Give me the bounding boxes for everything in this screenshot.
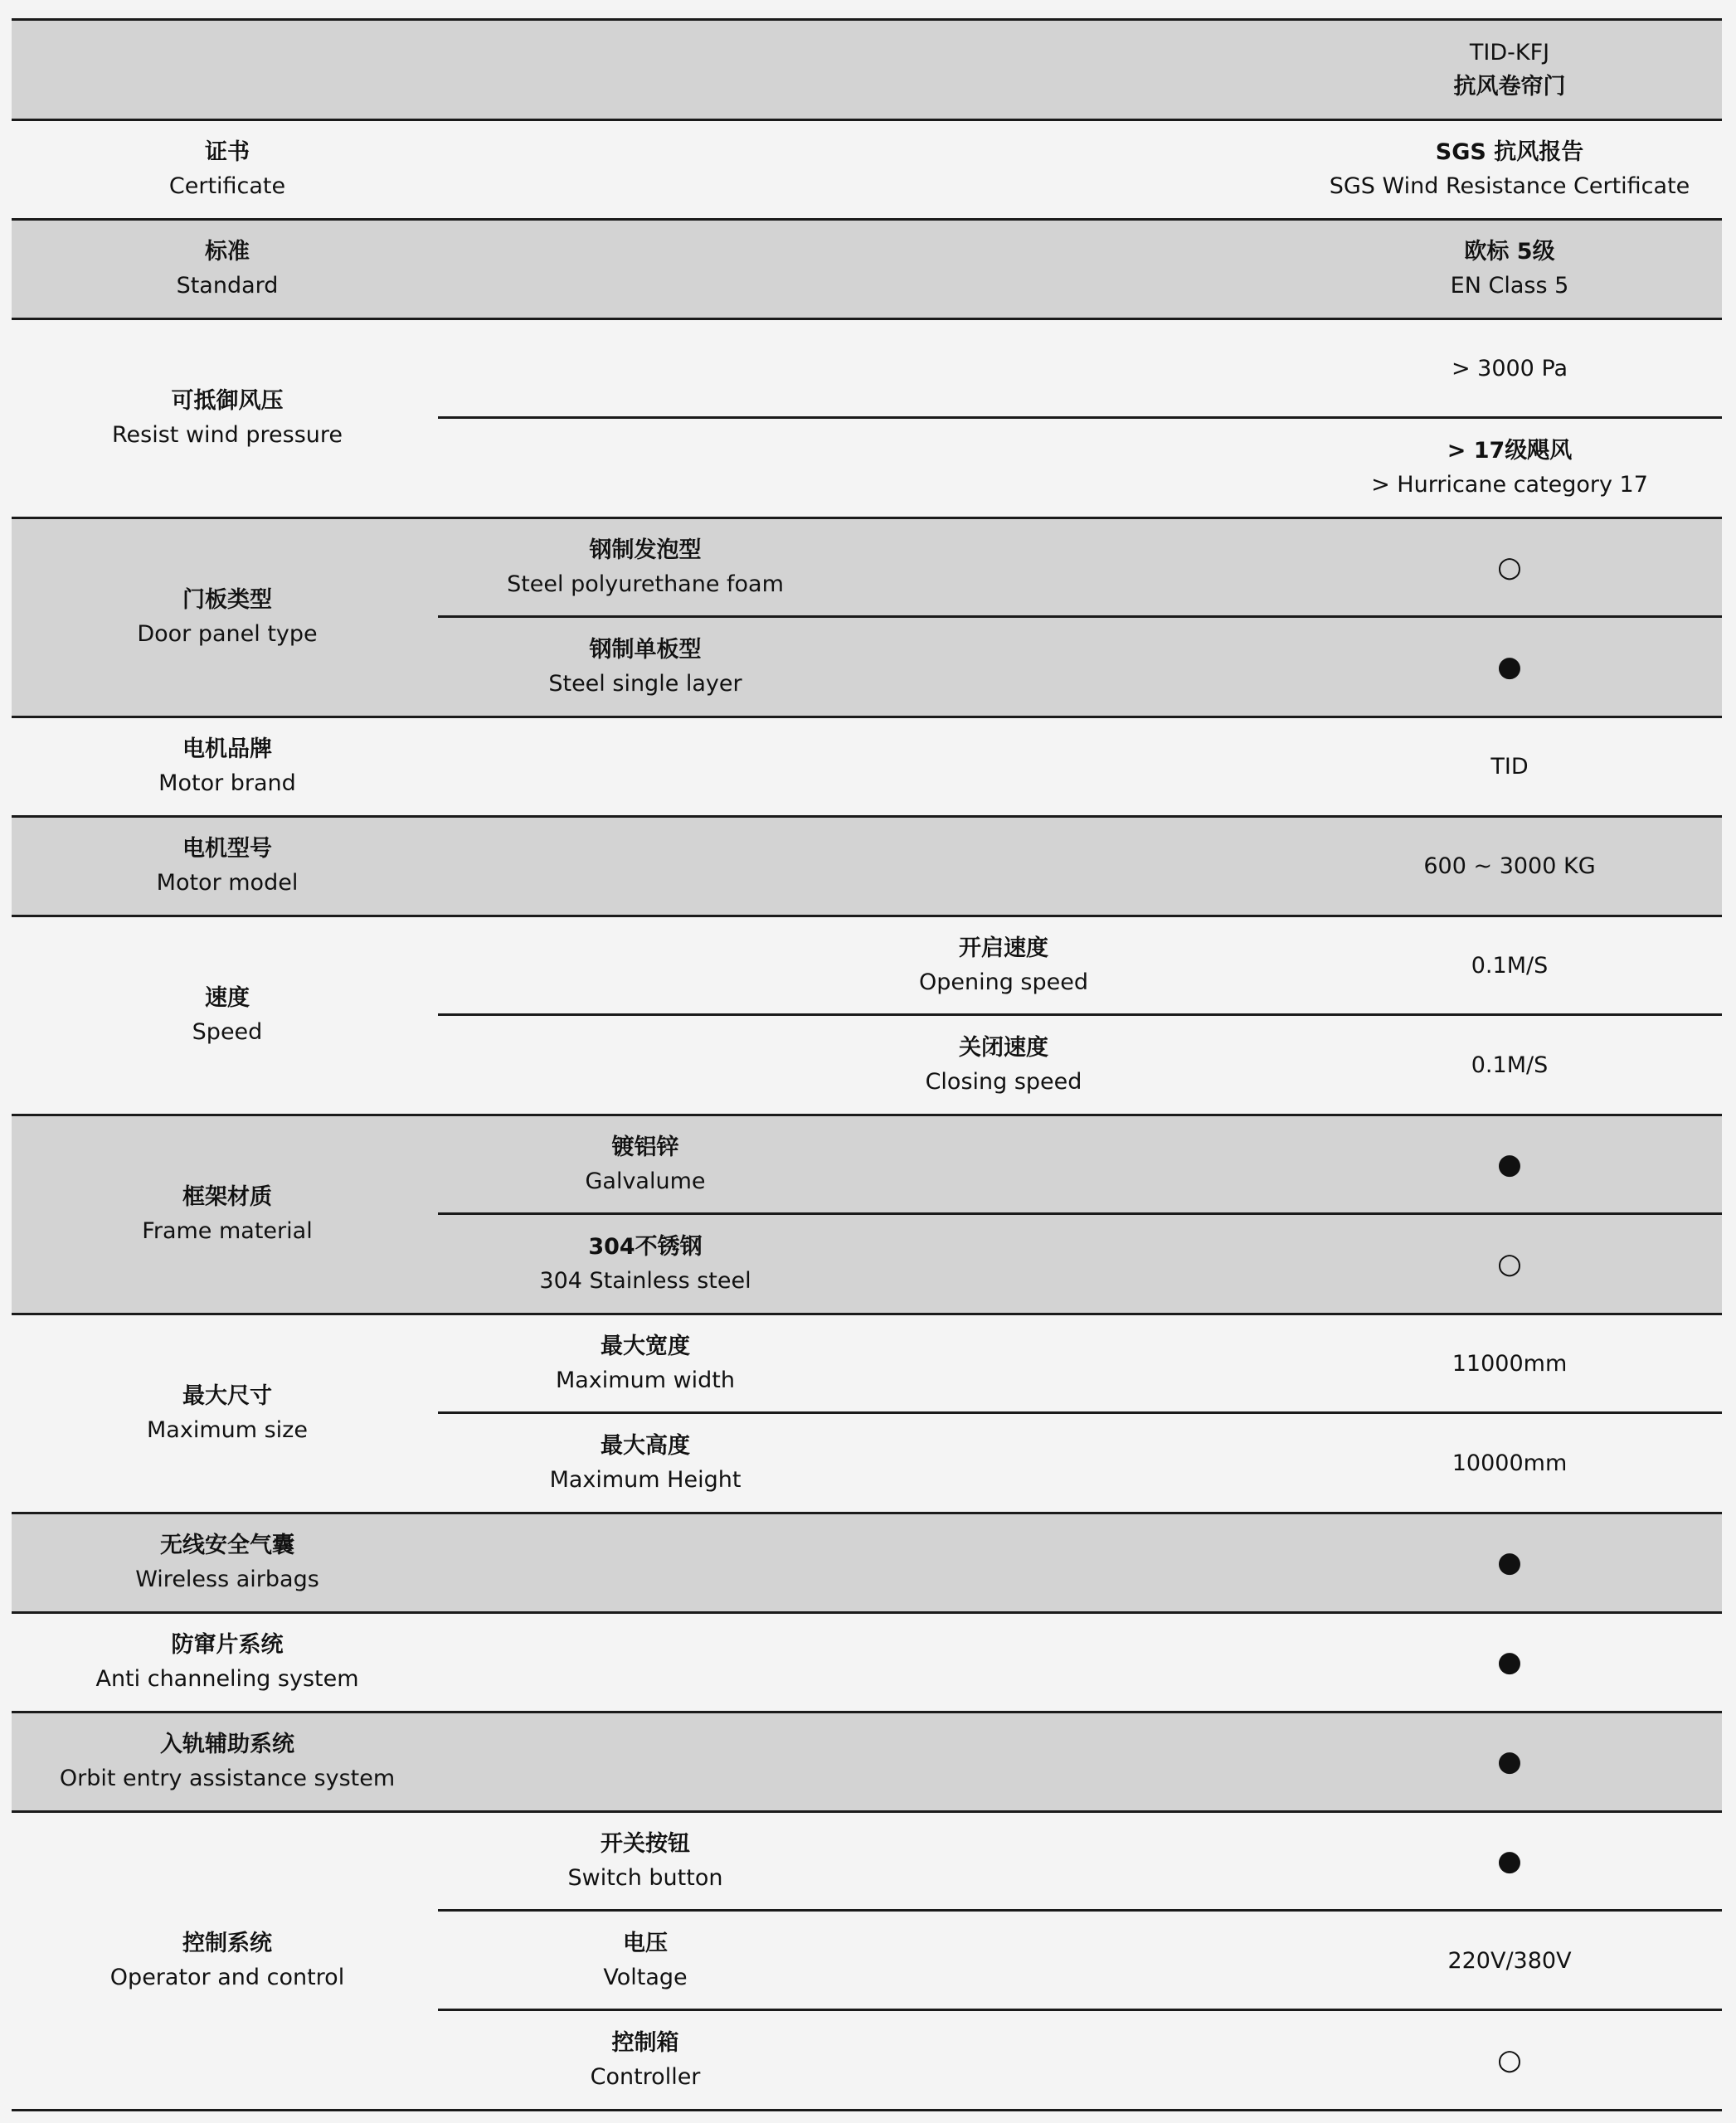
standard-mark-icon: ● [1497, 1148, 1522, 1181]
motor-brand-label [12, 717, 443, 816]
label-zh: 控制系统 [182, 1931, 272, 1956]
model-name: 抗风卷帘门 [1453, 74, 1566, 100]
sub-label-zh: 关闭速度 [959, 1035, 1048, 1061]
option-en: 304 Stainless steel [539, 1268, 751, 1294]
sub-label-zh: 电压 [623, 1931, 668, 1956]
label-en: Operator and control [109, 1965, 345, 1990]
value-zh: SGS 抗风报告 [1435, 139, 1584, 165]
standard-mark-icon: ● [1497, 1844, 1522, 1878]
optional-mark-icon: ○ [1497, 2043, 1522, 2077]
voltage-label [438, 1911, 853, 2010]
label-en: Certificate [168, 173, 286, 199]
sub-label-en: Voltage [603, 1965, 688, 1990]
label-en: Anti channeling system [95, 1666, 359, 1692]
frame-galvalume-mark [1294, 1115, 1725, 1214]
option-zh: 钢制单板型 [589, 637, 702, 663]
option-zh: 钢制发泡型 [589, 537, 702, 563]
value: 10000mm [1452, 1450, 1568, 1476]
sub-label-zh: 控制箱 [611, 2030, 679, 2056]
option-en: Steel single layer [548, 671, 742, 697]
sub-label-zh: 开关按钮 [601, 1831, 690, 1857]
label-en: Door panel type [137, 621, 318, 647]
sub-label-en: Opening speed [918, 969, 1089, 995]
sub-label-en: Closing speed [925, 1069, 1082, 1095]
door-panel-label [12, 517, 443, 717]
sub-label-en: Maximum Height [549, 1467, 742, 1493]
speed-label [12, 916, 443, 1115]
option-en: Steel polyurethane foam [507, 571, 784, 597]
value: TID [1490, 753, 1529, 780]
value: 220V/380V [1447, 1947, 1572, 1974]
voltage-value [1294, 1911, 1725, 2010]
motor-model-label [12, 816, 443, 916]
controller-label [438, 2010, 853, 2110]
standard-mark-icon: ● [1497, 1546, 1522, 1579]
value: 0.1M/S [1471, 1052, 1549, 1078]
value-en: EN Class 5 [1450, 273, 1569, 299]
frame-label [12, 1115, 443, 1314]
value-en: SGS Wind Resistance Certificate [1329, 173, 1690, 199]
airbags-label [12, 1513, 443, 1612]
orbit-entry-mark [1294, 1712, 1725, 1811]
label-en: Frame material [142, 1218, 313, 1244]
controller-mark [1294, 2010, 1725, 2110]
airbags-mark [1294, 1513, 1725, 1612]
label-en: Resist wind pressure [111, 422, 343, 448]
max-width-value [1294, 1314, 1725, 1413]
model-code: TID-KFJ [1469, 40, 1550, 66]
max-width-label [438, 1314, 853, 1413]
label-zh: 可抵御风压 [171, 388, 284, 414]
option-zh: 304不锈钢 [588, 1234, 703, 1260]
frame-option-galvalume [438, 1115, 853, 1214]
label-en: Standard [176, 273, 279, 299]
header-model-cell [1294, 20, 1725, 119]
wind-pressure-value-hurricane [1294, 418, 1725, 517]
max-height-value [1294, 1413, 1725, 1513]
label-en: Maximum size [147, 1417, 308, 1443]
door-panel-foam-mark [1294, 517, 1725, 617]
label-en: Motor brand [158, 770, 296, 796]
opening-speed-value [1294, 916, 1725, 1015]
max-size-label [12, 1314, 443, 1513]
optional-mark-icon: ○ [1497, 1247, 1522, 1280]
wind-pressure-label [12, 318, 443, 517]
option-zh: 镀铝锌 [611, 1134, 679, 1160]
label-zh: 证书 [205, 139, 250, 165]
door-panel-single-mark [1294, 617, 1725, 717]
sub-label-en: Switch button [567, 1865, 723, 1891]
label-zh: 标准 [205, 239, 250, 265]
label-zh: 最大尺寸 [182, 1383, 272, 1409]
door-panel-option-foam [438, 517, 853, 617]
label-zh: 电机型号 [182, 836, 272, 862]
standard-value [1294, 219, 1725, 318]
value: 11000mm [1452, 1350, 1568, 1377]
max-height-label [438, 1413, 853, 1513]
frame-option-stainless [438, 1214, 853, 1314]
option-en: Galvalume [585, 1168, 706, 1194]
label-zh: 速度 [205, 985, 250, 1011]
label-en: Wireless airbags [135, 1567, 319, 1592]
orbit-entry-label [12, 1712, 443, 1811]
label-zh: 防窜片系统 [171, 1632, 284, 1658]
standard-mark-icon: ● [1497, 1645, 1522, 1678]
sub-label-zh: 最大宽度 [601, 1334, 690, 1359]
door-panel-option-single [438, 617, 853, 717]
motor-brand-value [1294, 717, 1725, 816]
label-en: Motor model [156, 870, 299, 896]
motor-model-value [1294, 816, 1725, 916]
anti-channeling-mark [1294, 1612, 1725, 1712]
value-en: > Hurricane category 17 [1371, 472, 1648, 498]
value: 600 ~ 3000 KG [1423, 853, 1596, 879]
certificate-label [12, 119, 443, 219]
value: 0.1M/S [1471, 952, 1549, 979]
switch-button-label [438, 1811, 853, 1911]
standard-mark-icon: ● [1497, 1745, 1522, 1778]
label-zh: 门板类型 [182, 587, 272, 613]
optional-mark-icon: ○ [1497, 551, 1522, 584]
label-zh: 框架材质 [182, 1184, 272, 1210]
standard-label [12, 219, 443, 318]
closing-speed-label [829, 1015, 1178, 1115]
label-zh: 无线安全气囊 [160, 1533, 294, 1558]
opening-speed-label [829, 916, 1178, 1015]
label-en: Speed [192, 1019, 263, 1045]
closing-speed-value [1294, 1015, 1725, 1115]
value-zh: > 17级飓风 [1447, 438, 1573, 464]
sub-label-en: Maximum width [555, 1368, 736, 1393]
value: > 3000 Pa [1451, 355, 1568, 381]
value-zh: 欧标 5级 [1464, 239, 1555, 265]
label-zh: 电机品牌 [182, 736, 272, 762]
frame-stainless-mark [1294, 1214, 1725, 1314]
sub-label-zh: 开启速度 [959, 935, 1048, 961]
label-en: Orbit entry assistance system [59, 1766, 396, 1791]
control-label [12, 1811, 443, 2110]
sub-label-zh: 最大高度 [601, 1433, 690, 1459]
anti-channeling-label [12, 1612, 443, 1712]
wind-pressure-value-pa [1294, 318, 1725, 418]
sub-label-en: Controller [590, 2064, 701, 2090]
label-zh: 入轨辅助系统 [160, 1732, 294, 1757]
standard-mark-icon: ● [1497, 650, 1522, 683]
switch-button-mark [1294, 1811, 1725, 1911]
certificate-value [1294, 119, 1725, 219]
